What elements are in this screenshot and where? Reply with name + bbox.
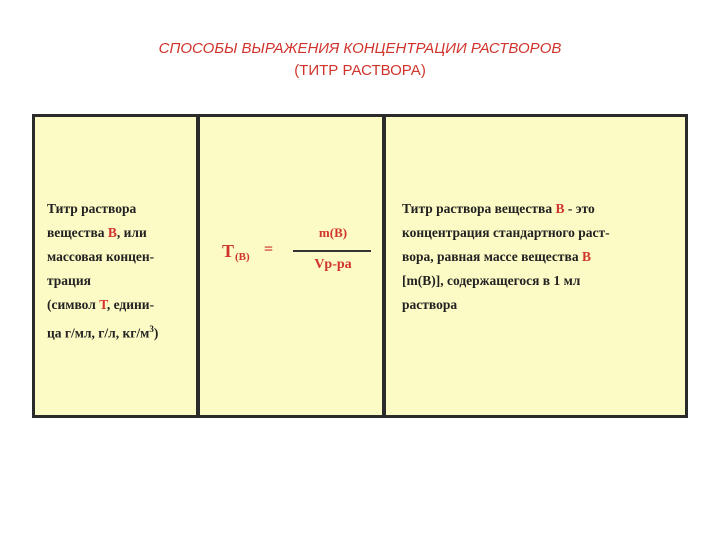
term-cell: [35, 117, 196, 415]
titer-formula: [200, 117, 382, 415]
def-line-5: раствора: [402, 297, 458, 312]
def-line-2: концентрация стандартного раст-: [402, 225, 610, 240]
term-line-4: трация: [47, 273, 91, 288]
definition-table: [32, 114, 688, 418]
slide-subtitle: (ТИТР РАСТВОРА): [294, 62, 426, 79]
term-line-5: (символ Т, едини-: [47, 297, 155, 312]
term-line-6: ца г/мл, г/л, $кг/м^3$): [47, 324, 159, 341]
definition-cell: [386, 117, 685, 415]
term-line-2: вещества В, или: [47, 225, 147, 240]
formula-symbol-subscript: (В): [235, 251, 250, 263]
formula-equals: =: [264, 241, 274, 258]
def-line-4: [m(В)], содержащегося в 1 мл: [402, 273, 581, 288]
formula-denominator: Vр-ра: [314, 257, 352, 272]
slide-title: СПОСОБЫ ВЫРАЖЕНИЯ КОНЦЕНТРАЦИИ РАСТВОРОВ: [158, 40, 562, 57]
term-line-1: Титр раствора: [47, 201, 137, 216]
def-line-1: Титр раствора вещества В - это: [402, 201, 595, 216]
formula-cell: [200, 117, 382, 415]
term-line-3: массовая концен-: [47, 249, 155, 264]
formula-symbol: Т: [222, 241, 235, 261]
fraction-bar: [293, 250, 371, 252]
definition-text: [402, 197, 678, 317]
formula-numerator: m(В): [318, 225, 348, 240]
def-line-3: вора, равная массе вещества В: [402, 249, 591, 264]
term-text: [47, 197, 189, 346]
